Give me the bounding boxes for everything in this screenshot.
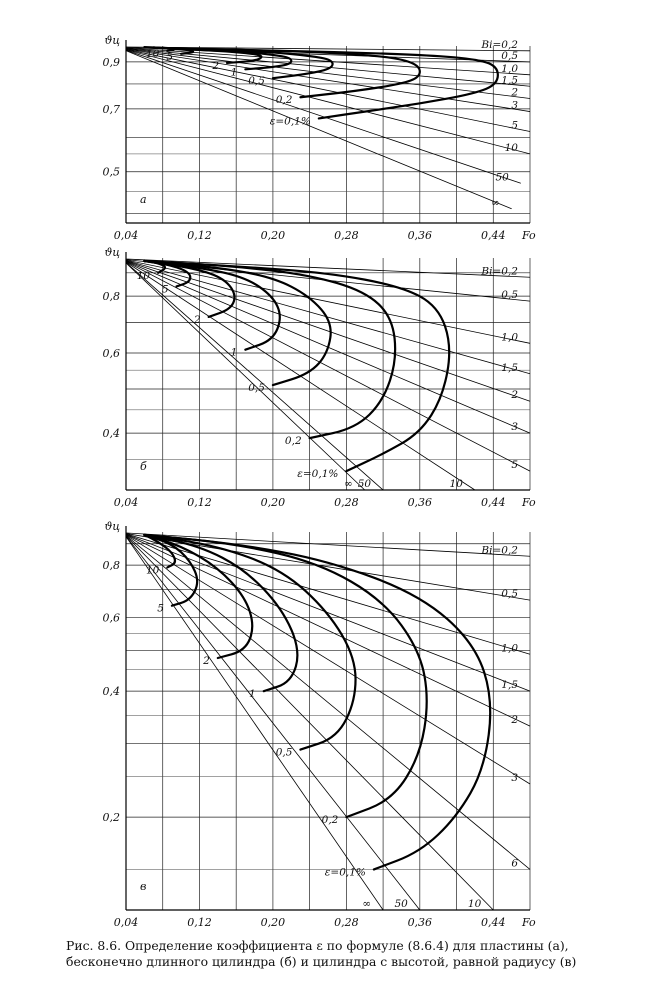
epsilon-curve xyxy=(144,261,330,385)
epsilon-curve-label: 1 xyxy=(230,346,238,359)
bi-line-label: 3 xyxy=(511,421,518,434)
x-tick-label: 0,20 xyxy=(260,496,286,509)
epsilon-curve-label: ε=0,1% xyxy=(297,468,339,481)
bi-line-label: ∞ xyxy=(362,898,372,910)
bi-line-label: 50 xyxy=(495,171,509,184)
epsilon-curve-label: 0,2 xyxy=(275,94,293,107)
epsilon-curve-label: 5 xyxy=(157,602,164,615)
bi-line-label: 2 xyxy=(511,389,518,402)
epsilon-curve-label: 0,2 xyxy=(321,814,339,827)
x-tick-label: 0,12 xyxy=(187,229,212,242)
bi-line-label: 2 xyxy=(511,86,518,99)
x-tick-label: 0,36 xyxy=(407,496,433,509)
x-tick-label: 0,20 xyxy=(260,229,286,242)
bi-line-label: ∞ xyxy=(343,478,353,490)
bi-line-label: 3 xyxy=(511,772,518,784)
bi-line-label: 1,5 xyxy=(501,679,518,692)
y-tick-label: 0,4 xyxy=(102,685,120,699)
bi-line-label: 1,5 xyxy=(501,74,518,87)
chart-panel-3 xyxy=(103,520,537,929)
x-tick-label: 0,28 xyxy=(334,916,359,929)
y-tick-label: 0,7 xyxy=(102,102,120,116)
x-axis-label: Fo xyxy=(522,496,536,509)
x-tick-label: 0,36 xyxy=(407,916,433,929)
epsilon-curve-label: 2 xyxy=(212,59,219,72)
bi-line xyxy=(126,51,512,209)
panel-letter: б xyxy=(140,460,147,473)
epsilon-curve-label: 0,5 xyxy=(248,75,265,88)
x-tick-label: 0,44 xyxy=(481,916,506,929)
epsilon-curve-label: 10 xyxy=(136,269,151,282)
y-axis-label: ϑц xyxy=(104,34,120,47)
x-tick-label: 0,12 xyxy=(187,496,212,509)
bi-line-label: 1,0 xyxy=(501,331,518,344)
y-tick-label: 0,6 xyxy=(102,611,120,625)
epsilon-curve-label: 5 xyxy=(166,50,174,63)
bi-line-label: 0,5 xyxy=(501,289,518,302)
bi-line xyxy=(126,534,530,654)
epsilon-curve-label: 10 xyxy=(145,47,160,60)
chart-panel-2 xyxy=(103,246,537,509)
x-axis-label: Fo xyxy=(522,916,536,929)
bi-line-label: 10 xyxy=(467,898,482,910)
epsilon-curve-label: 10 xyxy=(145,564,160,577)
y-axis-label: ϑц xyxy=(104,520,120,533)
bi-line-label: 50 xyxy=(357,478,372,490)
panel-letter: в xyxy=(140,880,147,893)
figure-caption: Рис. 8.6. Определение коэффициента ε по формуле (8.6.4) для пластины (а), бесконечно длинного цилиндра (б) и цилиндра с высотой, равной радиусу (в) xyxy=(66,938,577,969)
bi-line-label: 0,5 xyxy=(501,49,518,62)
bi-line-label: 1,0 xyxy=(501,62,518,75)
y-tick-label: 0,2 xyxy=(102,811,120,825)
epsilon-curve-label: 2 xyxy=(203,655,210,667)
bi-line-label: 10 xyxy=(504,141,518,154)
y-tick-label: 0,5 xyxy=(102,165,120,179)
y-tick-label: 0,6 xyxy=(102,346,120,360)
x-tick-label: 0,04 xyxy=(113,496,139,509)
x-tick-label: 0,36 xyxy=(407,229,433,242)
x-tick-label: 0,44 xyxy=(481,496,506,509)
bi-line-label: 1,5 xyxy=(501,361,518,374)
bi-line-label: 5 xyxy=(511,119,518,132)
epsilon-curve xyxy=(144,535,426,817)
bi-line-label: 2 xyxy=(511,714,518,727)
epsilon-curve xyxy=(163,48,498,119)
epsilon-curve-label: 0,2 xyxy=(284,435,302,448)
bi-line-label: 0,5 xyxy=(501,588,518,601)
x-tick-label: 0,28 xyxy=(334,496,359,509)
x-tick-label: 0,04 xyxy=(113,916,139,929)
epsilon-curve-label: 1 xyxy=(230,66,238,79)
x-tick-label: 0,20 xyxy=(260,916,286,929)
epsilon-curve-label: 0,5 xyxy=(248,382,265,395)
epsilon-curve xyxy=(144,261,395,438)
bi-line xyxy=(126,535,530,784)
epsilon-curve-label: 0,5 xyxy=(275,746,293,759)
bi-line-label: 6 xyxy=(511,857,518,870)
bi-line-label: Bi=0,2 xyxy=(481,544,518,557)
epsilon-curve-label: 5 xyxy=(161,283,169,296)
bi-line xyxy=(126,260,530,373)
bi-line-label: 5 xyxy=(511,459,518,472)
y-tick-label: 0,4 xyxy=(102,427,120,441)
y-tick-label: 0,8 xyxy=(102,559,120,573)
x-tick-label: 0,12 xyxy=(187,916,212,929)
bi-line-label: Bi=0,2 xyxy=(481,38,518,51)
bi-line xyxy=(126,262,530,471)
chart-panel-1 xyxy=(103,34,537,242)
y-tick-label: 0,9 xyxy=(102,55,120,69)
bi-line-label: Bi=0,2 xyxy=(481,265,518,278)
x-tick-label: 0,04 xyxy=(113,229,139,242)
x-axis-label: Fo xyxy=(522,229,536,242)
bi-line-label: 3 xyxy=(511,99,518,112)
bi-line xyxy=(126,263,365,490)
epsilon-curve-label: 1 xyxy=(249,688,256,701)
x-tick-label: 0,44 xyxy=(481,229,506,242)
y-tick-label: 0,8 xyxy=(102,290,120,304)
y-axis-label: ϑц xyxy=(104,246,120,259)
bi-line-label: 50 xyxy=(394,898,408,910)
x-tick-label: 0,28 xyxy=(334,229,359,242)
bi-line-label: ∞ xyxy=(490,196,500,209)
epsilon-curve-label: ε=0,1% xyxy=(269,115,311,128)
panel-letter: а xyxy=(140,193,147,206)
bi-line xyxy=(126,49,530,99)
bi-line-label: 10 xyxy=(449,478,463,490)
bi-line-label: 1,0 xyxy=(501,642,518,655)
epsilon-curve-label: 2 xyxy=(193,313,201,326)
epsilon-curve-label: ε=0,1% xyxy=(324,866,366,879)
